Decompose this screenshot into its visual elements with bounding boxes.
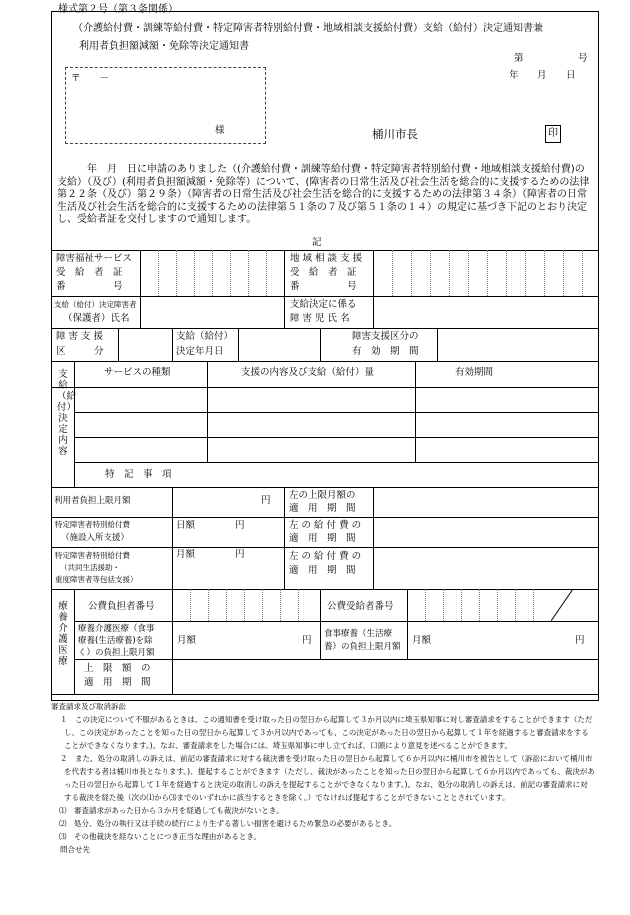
facility-period-1: 左 の 給 付 費 の <box>289 520 362 531</box>
med-monthly: 月額 <box>177 635 197 646</box>
group-monthly: 月額 <box>176 549 196 560</box>
diagonal-mark <box>551 589 599 621</box>
burden-period-2: 適 用 期 間 <box>289 503 356 514</box>
med-yen: 円 <box>302 635 312 646</box>
clause-3: ⑶ その他裁決を経ないことにつき正当な理由があるとき。 <box>59 832 262 841</box>
limit-period-2: 適 用 期 間 <box>84 677 151 688</box>
contact-label: 問合せ先 <box>60 845 90 854</box>
title-line-1: （介護給付費・訓練等給付費・特定障害者特別給付費・地域相談支援給付費）支給（給付）決定通知書兼 <box>73 23 543 34</box>
ki-heading: 記 <box>312 237 322 248</box>
appeal-notes <box>51 702 595 856</box>
issuer-name: 桶川市長 <box>372 127 418 141</box>
burden-period-1: 左の上限月額の <box>289 490 356 501</box>
col-support-content: 支援の内容及び支給（給付）量 <box>241 367 375 378</box>
date-nen: 年 <box>509 70 519 81</box>
public-burden-no-label: 公費負担者番号 <box>88 601 155 612</box>
facility-benefit-label-1: 特定障害者特別給付費 <box>55 520 130 529</box>
recipient-sama: 様 <box>215 125 225 136</box>
guardian-label-1: 支給（給付）決定障害者 <box>54 300 137 309</box>
guardian-label-2: （保護者）氏名 <box>63 313 130 324</box>
group-benefit-label-2: （共同生活援助・ <box>60 563 120 572</box>
welfare-cert-label-3: 番 号 <box>56 281 123 292</box>
child-label-1: 支給決定に係る <box>290 299 357 310</box>
medical-side-label: 療養介護医療 <box>58 601 68 667</box>
clause-2: ⑵ 処分、処分の執行又は手続の続行により生ずる著しい損害を避けるため緊急の必要があるとき。 <box>59 819 397 828</box>
limit-period-1: 上 限 額 の <box>84 663 151 674</box>
group-benefit-label-3: 重度障害者等包括支援） <box>55 575 138 584</box>
group-yen: 円 <box>235 549 245 560</box>
meal-limit-label-2: 養）の負担上限月額 <box>324 642 401 652</box>
decision-date-label-2: 決定年月日 <box>176 346 224 357</box>
group-benefit-label-1: 特定障害者特別給付費 <box>55 551 130 560</box>
col-service-type: サービスの種類 <box>104 367 171 378</box>
meal-yen: 円 <box>575 635 585 646</box>
support-class-label-1: 障 害 支 援 <box>56 331 104 342</box>
welfare-cert-label-1: 障害福祉サービス <box>56 253 133 264</box>
date-tsuki: 月 <box>537 70 547 81</box>
consult-cert-label-1: 地 域 相 談 支 援 <box>290 253 363 264</box>
facility-daily: 日額 <box>176 520 196 531</box>
med-limit-label-2: 療養(生活療養)を除 <box>78 636 153 646</box>
class-period-label-2: 有 効 期 間 <box>352 346 419 357</box>
child-label-2: 障 害 児 氏 名 <box>290 313 350 324</box>
group-period-2: 適 用 期 間 <box>289 565 356 576</box>
burden-limit-label: 利用者負担上限月額 <box>54 496 131 506</box>
note-1: １ この決定について不服があるときは、この通知書を受け取った日の翌日から起算して３か月以内に埼玉県知事に対し審査請求をすることができます（ただし、この決定があったことを知った日の翌日から起算して３か月以内であっても、この決定があった日の翌日から起算して１年を経過すると審査請求をすることができなくなります。)。なお、審査請求をした場合には、埼玉県知事に申し立てれば、口頭により意見を述べることができます。 <box>60 715 593 750</box>
doc-no-go: 号 <box>578 53 588 64</box>
postal-code: 〒 － <box>71 73 110 84</box>
clause-1: ⑴ 審査請求があった日から３か月を経過しても裁決がないとき。 <box>59 806 284 815</box>
facility-period-2: 適 用 期 間 <box>289 533 356 544</box>
col-valid-period: 有効期間 <box>455 367 494 378</box>
facility-yen: 円 <box>235 520 245 531</box>
note-2: ２ また、処分の取消しの訴えは、前記の審査請求に対する裁決書を受け取った日の翌日から起算して６か月以内に桶川市を被告として（訴訟において桶川市を代表する者は桶川市長となります。)、提起することができます（ただし、裁決があったことを知った日の翌日から起算して６か月以内であっても、裁決があった日の翌日から起算して１年を経過すると決定の取消しの訴えを提起することができなくなります。)。なお、処分の取消しの訴えは、前記の審査請求に対する裁決を経た後（次の⑴から⑶までのいずれかに該当するときを除く。）でなければ提起することができないこととされています。 <box>60 754 595 802</box>
seal-mark: 印 <box>545 125 561 143</box>
consult-cert-label-3: 番 号 <box>290 281 357 292</box>
med-limit-label-1: 療養介護医療（食事 <box>78 624 155 634</box>
group-period-1: 左 の 給 付 費 の <box>289 551 362 562</box>
title-line-2: 利用者負担額減額・免除等決定通知書 <box>79 41 249 52</box>
burden-yen: 円 <box>261 495 271 506</box>
med-limit-label-3: く）の負担上限月額 <box>78 648 155 658</box>
notice-body: 年 月 日に申請のありました（(介護給付費・訓練等給付費・特定障害者特別給付費・地域相談支援給付費)の支給）（及び）(利用者負担額減額・免除等）について、(障害者の日常生活及び社会生活を総合的に支援するための法律第２２条（及び）第２９条）（障害者の日常生活及び社会生活を総合的に支援するための法律第３４条）（障害者の日常生活及び社会生活を総合的に支援するための法律第５１条の７及び第５１条の１４）の規定に基づき下記のとおり決定し、受給者証を交付しますので通知します。 <box>57 164 590 226</box>
welfare-cert-label-2: 受 給 者 証 <box>56 267 123 278</box>
decision-date-label-1: 支給（給付） <box>176 331 234 342</box>
notes-heading: 審査請求及び取消訴訟 <box>51 702 126 711</box>
facility-benefit-label-2: （施設入所支援） <box>61 533 130 543</box>
meal-monthly: 月額 <box>412 635 432 646</box>
meal-limit-label-1: 食事療養（生活療 <box>324 629 393 639</box>
form-number: 様式第２号（第３条関係） <box>58 4 178 15</box>
class-period-label-1: 障害支援区分の <box>352 331 419 342</box>
special-notes-label: 特 記 事 項 <box>105 469 172 480</box>
doc-no-dai: 第 <box>514 53 524 64</box>
consult-cert-label-2: 受 給 者 証 <box>290 267 357 278</box>
public-recipient-no-label: 公費受給者番号 <box>327 601 394 612</box>
date-hi: 日 <box>566 70 576 81</box>
decision-side-label: 支給（給付）決定内容 <box>57 369 77 457</box>
support-class-label-2: 区 分 <box>56 346 104 357</box>
